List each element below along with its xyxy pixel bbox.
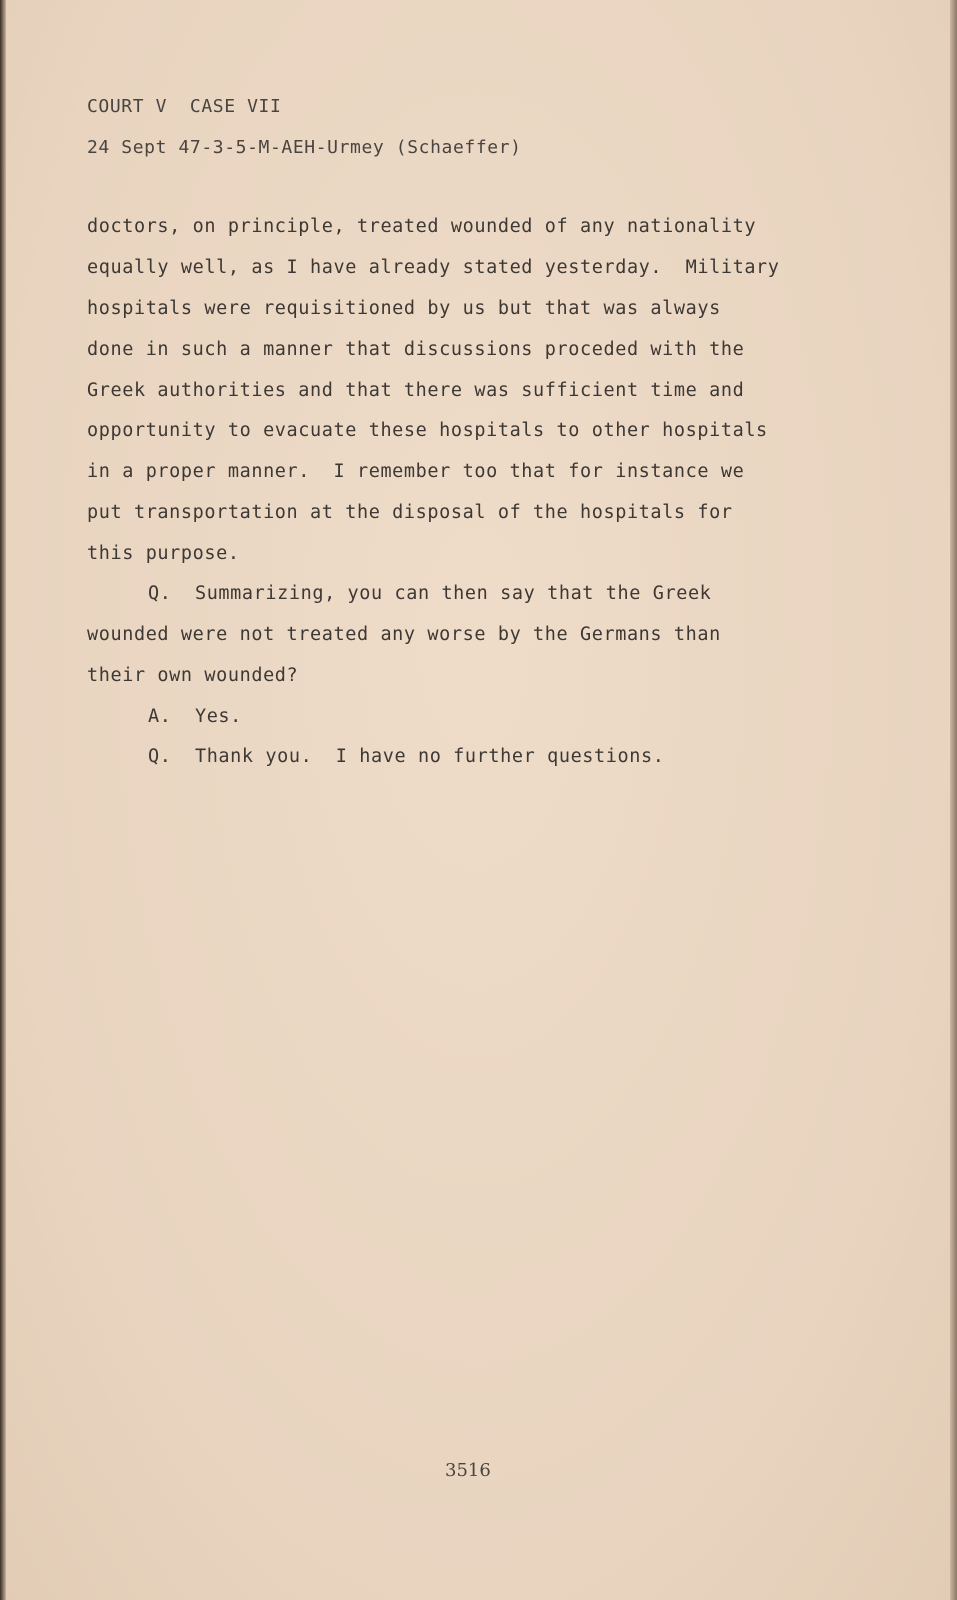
- answer-line: A. Yes.: [148, 706, 242, 727]
- session-reference: 24 Sept 47-3-5-M-AEH-Urmey (Schaeffer): [87, 137, 522, 158]
- page-number: 3516: [445, 1460, 491, 1481]
- testimony-line: in a proper manner. I remember too that for instance we: [87, 461, 745, 482]
- testimony-line: done in such a manner that discussions proceded with the: [87, 339, 745, 360]
- testimony-line: hospitals were requisitioned by us but that was always: [87, 298, 721, 319]
- testimony-line: opportunity to evacuate these hospitals to other hospitals: [87, 420, 768, 441]
- court-case-header: COURT V CASE VII: [87, 96, 282, 117]
- question-line: their own wounded?: [87, 665, 299, 686]
- testimony-line: equally well, as I have already stated yesterday. Military: [87, 257, 780, 278]
- testimony-line: doctors, on principle, treated wounded of any nationality: [87, 216, 757, 237]
- question-line: wounded were not treated any worse by the Germans than: [87, 624, 721, 645]
- testimony-line: this purpose.: [87, 543, 240, 564]
- page-right-edge: [950, 0, 957, 1600]
- testimony-line: Greek authorities and that there was sufficient time and: [87, 380, 745, 401]
- testimony-line: put transportation at the disposal of the hospitals for: [87, 502, 733, 523]
- question-line: Q. Thank you. I have no further questions.: [148, 746, 665, 767]
- page-left-edge: [0, 0, 6, 1600]
- question-line: Q. Summarizing, you can then say that the Greek: [148, 583, 712, 604]
